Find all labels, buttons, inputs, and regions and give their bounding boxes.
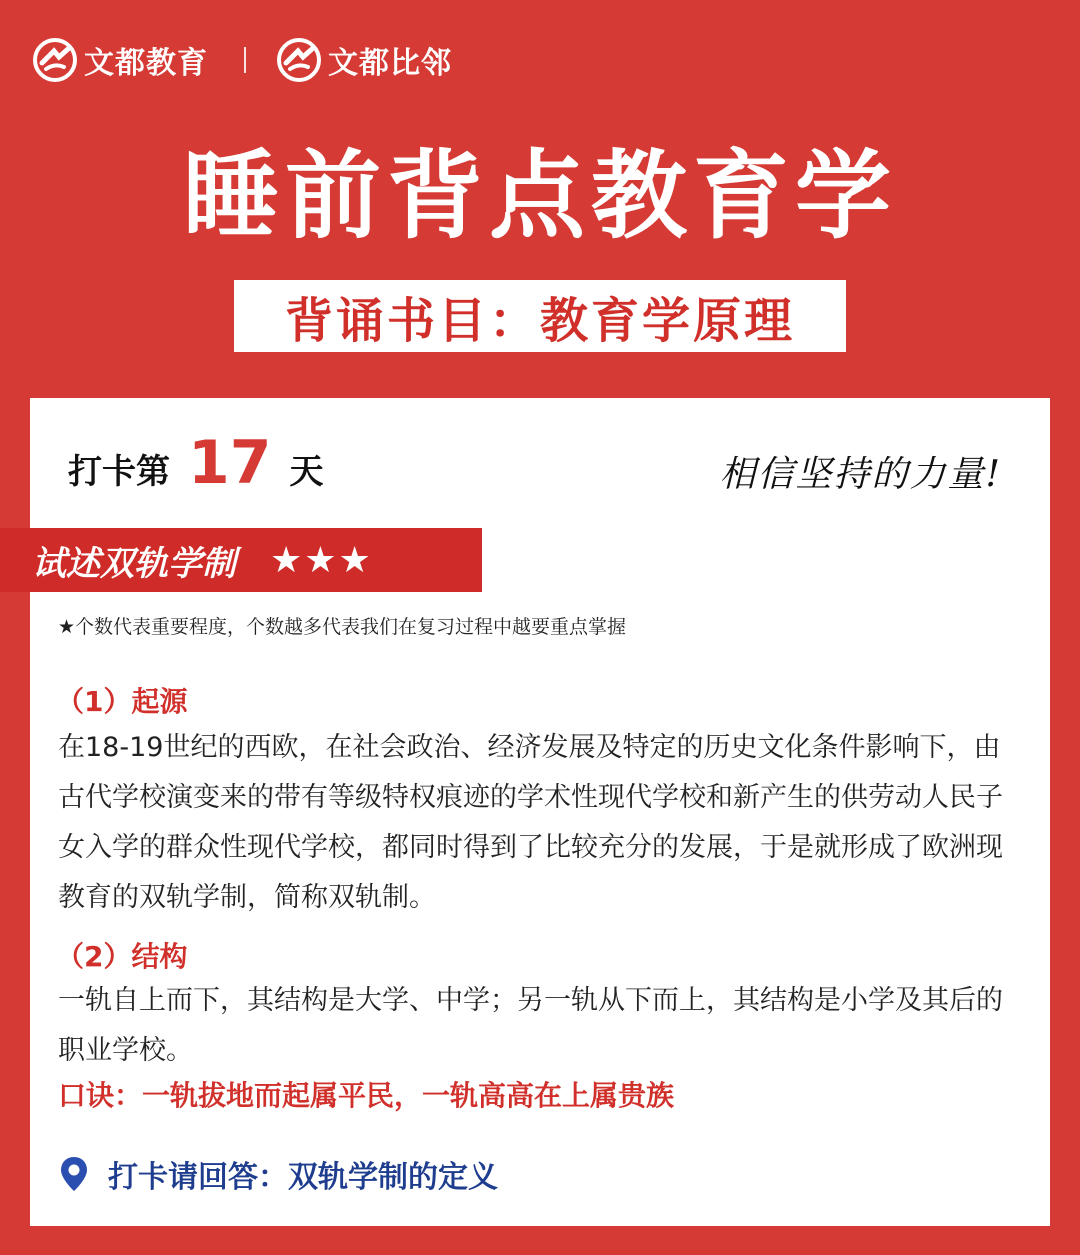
- importance-stars: ★★★: [270, 539, 373, 581]
- section-heading-structure: （2）结构: [56, 940, 188, 973]
- wendu-logo-icon: [276, 37, 322, 83]
- subtitle-box: [234, 280, 846, 352]
- topic-banner: [0, 528, 482, 592]
- wendu-education-logo: [32, 37, 208, 83]
- checkin-prefix: 打卡第: [68, 452, 170, 492]
- motto: 相信坚持的力量!: [719, 454, 1002, 495]
- section-body-structure: 一轨自上而下，其结构是大学、中学；另一轨从下而上，其结构是小学及其后的职业学校。: [58, 985, 1003, 1066]
- answer-prompt: 打卡请回答：双轨学制的定义: [108, 1160, 498, 1195]
- section-body-origin: 在18-19世纪的西欧，在社会政治、经济发展及特定的历史文化条件影响下，由古代学校演变来的带有等级特权痕迹的学术性现代学校和新产生的供劳动人民子女入学的群众性现代学校，都同时得到了比较充分的发展，于是就形成了欧洲现教育的双轨学制，简称双轨制。: [58, 732, 1003, 913]
- wendu-bilin-logo: [276, 37, 452, 83]
- brand-left-name: 文都教育: [84, 46, 208, 81]
- checkin-counter: [68, 428, 324, 498]
- logo-divider: [244, 47, 246, 73]
- brand-right-name: 文都比邻: [328, 46, 452, 81]
- page-title: 睡前背点教育学: [183, 140, 897, 252]
- header-logos: [32, 36, 452, 84]
- mnemonic: 口诀：一轨拔地而起属平民，一轨高高在上属贵族: [58, 1079, 675, 1112]
- checkin-suffix: 天: [289, 452, 324, 492]
- checkin-day-number: 17: [188, 428, 272, 498]
- importance-note: ★个数代表重要程度，个数越多代表我们在复习过程中越要重点掌握: [58, 616, 627, 638]
- wendu-logo-icon: [32, 37, 78, 83]
- answer-prompt-row: [58, 1152, 498, 1196]
- section-heading-origin: （1）起源: [56, 685, 188, 718]
- topic-label: 试述双轨学制: [32, 543, 236, 584]
- subtitle: 背诵书目：教育学原理: [284, 292, 795, 349]
- location-pin-icon: [58, 1155, 90, 1193]
